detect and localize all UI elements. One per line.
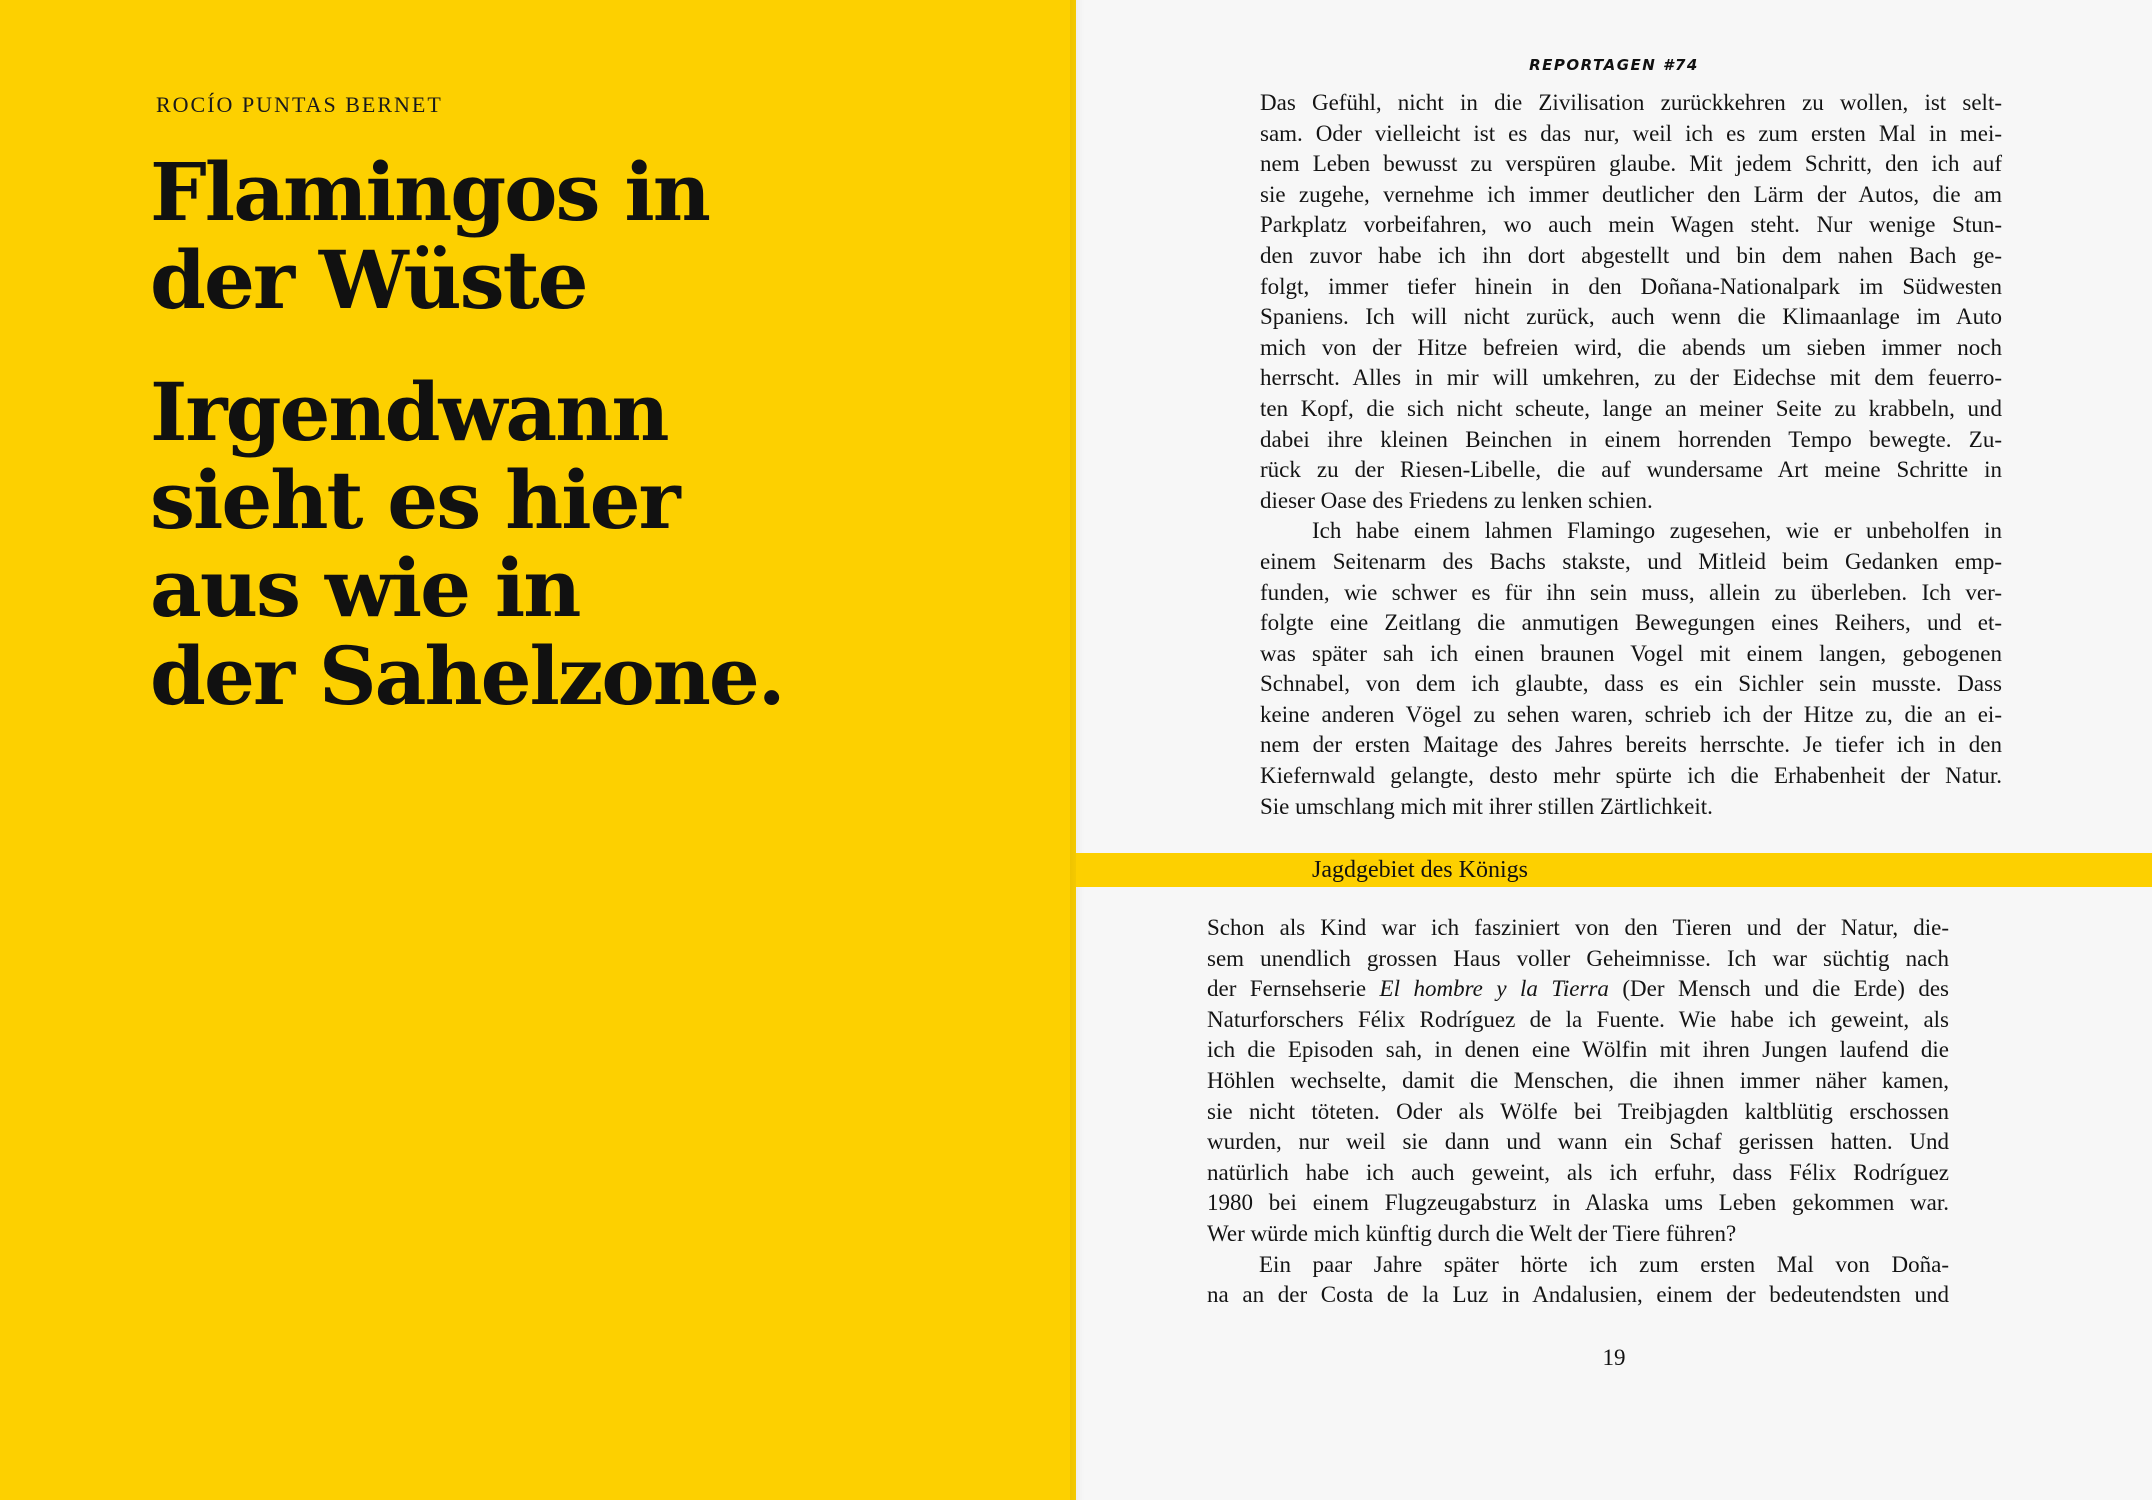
- page-number: 19: [1602, 1345, 1626, 1370]
- text-line: Kiefernwald gelangte, desto mehr spürte ich die Erhabenheit der Natur.: [1260, 763, 2002, 789]
- text-line: Wer würde mich künftig durch die Welt der Tiere führen?: [1207, 1220, 1737, 1246]
- text-line: folgt, immer tiefer hinein in den Doñana-Nationalpark im Südwesten: [1260, 273, 2002, 299]
- body-column-b: [1207, 913, 1949, 1311]
- text-line: Schnabel, von dem ich glaubte, dass es ein Sichler sein musste. Dass: [1260, 671, 2002, 697]
- text-line: sam. Oder vielleicht ist es das nur, weil ich es zum ersten Mal in mei-: [1260, 120, 2002, 146]
- author-name: ROCÍO PUNTAS BERNET: [156, 92, 443, 117]
- text-line: natürlich habe ich auch geweint, als ich erfuhr, dass Félix Rodríguez: [1207, 1159, 1949, 1185]
- text-line: sie zugehe, vernehme ich immer deutlicher den Lärm der Autos, die am: [1260, 181, 2002, 207]
- text-line: was später sah ich einen braunen Vogel mit einem langen, gebogenen: [1260, 640, 2002, 666]
- text-segment: der Fernsehserie: [1207, 976, 1380, 1002]
- text-line: dieser Oase des Friedens zu lenken schien.: [1260, 487, 1653, 513]
- text-line: Spaniens. Ich will nicht zurück, auch wenn die Klimaanlage im Auto: [1260, 304, 2002, 330]
- title-line: der Wüste: [150, 233, 587, 327]
- text-line: Schon als Kind war ich fasziniert von den Tieren und der Natur, die-: [1207, 915, 1949, 940]
- subtitle-line: Irgendwann: [150, 365, 668, 459]
- page-spine: [1070, 0, 1084, 1500]
- text-line: Sie umschlang mich mit ihrer stillen Zärtlichkeit.: [1260, 793, 1713, 819]
- text-line: folgte eine Zeitlang die anmutigen Bewegungen eines Reihers, und et-: [1260, 610, 2002, 636]
- text-line: mich von der Hitze befreien wird, die abends um sieben immer noch: [1260, 334, 2002, 360]
- text-line: 1980 bei einem Flugzeugabsturz in Alaska ums Leben gekommen war.: [1207, 1190, 1949, 1216]
- subtitle-line: aus wie in: [150, 541, 580, 635]
- text-line: rück zu der Riesen-Libelle, die auf wundersame Art meine Schritte in: [1260, 457, 2002, 483]
- text-line: na an der Costa de la Luz in Andalusien, einem der bedeutendsten und: [1207, 1282, 1949, 1308]
- text-line: nem Leben bewusst zu verspüren glaube. Mit jedem Schritt, den ich auf: [1260, 151, 2002, 177]
- section-heading: Jagdgebiet des Königs: [1312, 857, 1528, 883]
- title-line: Flamingos in: [150, 145, 709, 239]
- text-line: [1207, 974, 1949, 1005]
- text-line: funden, wie schwer es für ihn sein muss, allein zu überleben. Ich ver-: [1260, 579, 2002, 605]
- text-line: ten Kopf, die sich nicht scheute, lange an meiner Seite zu krabbeln, und: [1260, 395, 2002, 421]
- subtitle-line: der Sahelzone.: [150, 629, 784, 723]
- text-line: Das Gefühl, nicht in die Zivilisation zurückkehren zu wollen, ist selt-: [1260, 90, 2002, 115]
- text-line: einem Seitenarm des Bachs stakste, und Mitleid beim Gedanken emp-: [1260, 548, 2002, 574]
- series-title: El hombre y la Tierra: [1379, 976, 1609, 1002]
- text-line: herrscht. Alles in mir will umkehren, zu der Eidechse mit dem feuerro-: [1260, 365, 2002, 391]
- article-title: [150, 145, 709, 327]
- text-line: ich die Episoden sah, in denen eine Wölfin mit ihren Jungen laufend die: [1207, 1037, 1949, 1063]
- text-line: dabei ihre kleinen Beinchen in einem horrenden Tempo bewegte. Zu-: [1260, 426, 2002, 452]
- text-line: Parkplatz vorbeifahren, wo auch mein Wagen steht. Nur wenige Stun-: [1260, 212, 2002, 238]
- text-line: sie nicht töteten. Oder als Wölfe bei Treibjagden kaltblütig erschossen: [1207, 1098, 1949, 1124]
- text-line: Ein paar Jahre später hörte ich zum ersten Mal von Doña-: [1259, 1251, 1949, 1277]
- text-line: den zuvor habe ich ihn dort abgestellt und bin dem nahen Bach ge-: [1260, 242, 2002, 268]
- text-line: Höhlen wechselte, damit die Menschen, die ihnen immer näher kamen,: [1207, 1067, 1949, 1093]
- text-line: Naturforschers Félix Rodríguez de la Fuente. Wie habe ich geweint, als: [1207, 1006, 1949, 1032]
- text-line: wurden, nur weil sie dann und wann ein Schaf gerissen hatten. Und: [1207, 1129, 1949, 1155]
- section-heading-band: [1076, 853, 2152, 887]
- article-subtitle: [150, 365, 784, 723]
- text-line: nem der ersten Maitage des Jahres bereits herrschte. Je tiefer ich in den: [1260, 732, 2002, 758]
- text-line: sem unendlich grossen Haus voller Geheimnisse. Ich war süchtig nach: [1207, 945, 1949, 971]
- running-head: REPORTAGEN #74: [1529, 56, 1699, 74]
- subtitle-line: sieht es hier: [150, 453, 679, 547]
- text-line: keine anderen Vögel zu sehen waren, schrieb ich der Hitze zu, die an ei-: [1260, 701, 2002, 727]
- text-segment: (Der Mensch und die Erde) des: [1608, 976, 1950, 1002]
- body-column-a: [1260, 88, 2002, 822]
- text-line: Ich habe einem lahmen Flamingo zugesehen, wie er unbeholfen in: [1312, 518, 2002, 544]
